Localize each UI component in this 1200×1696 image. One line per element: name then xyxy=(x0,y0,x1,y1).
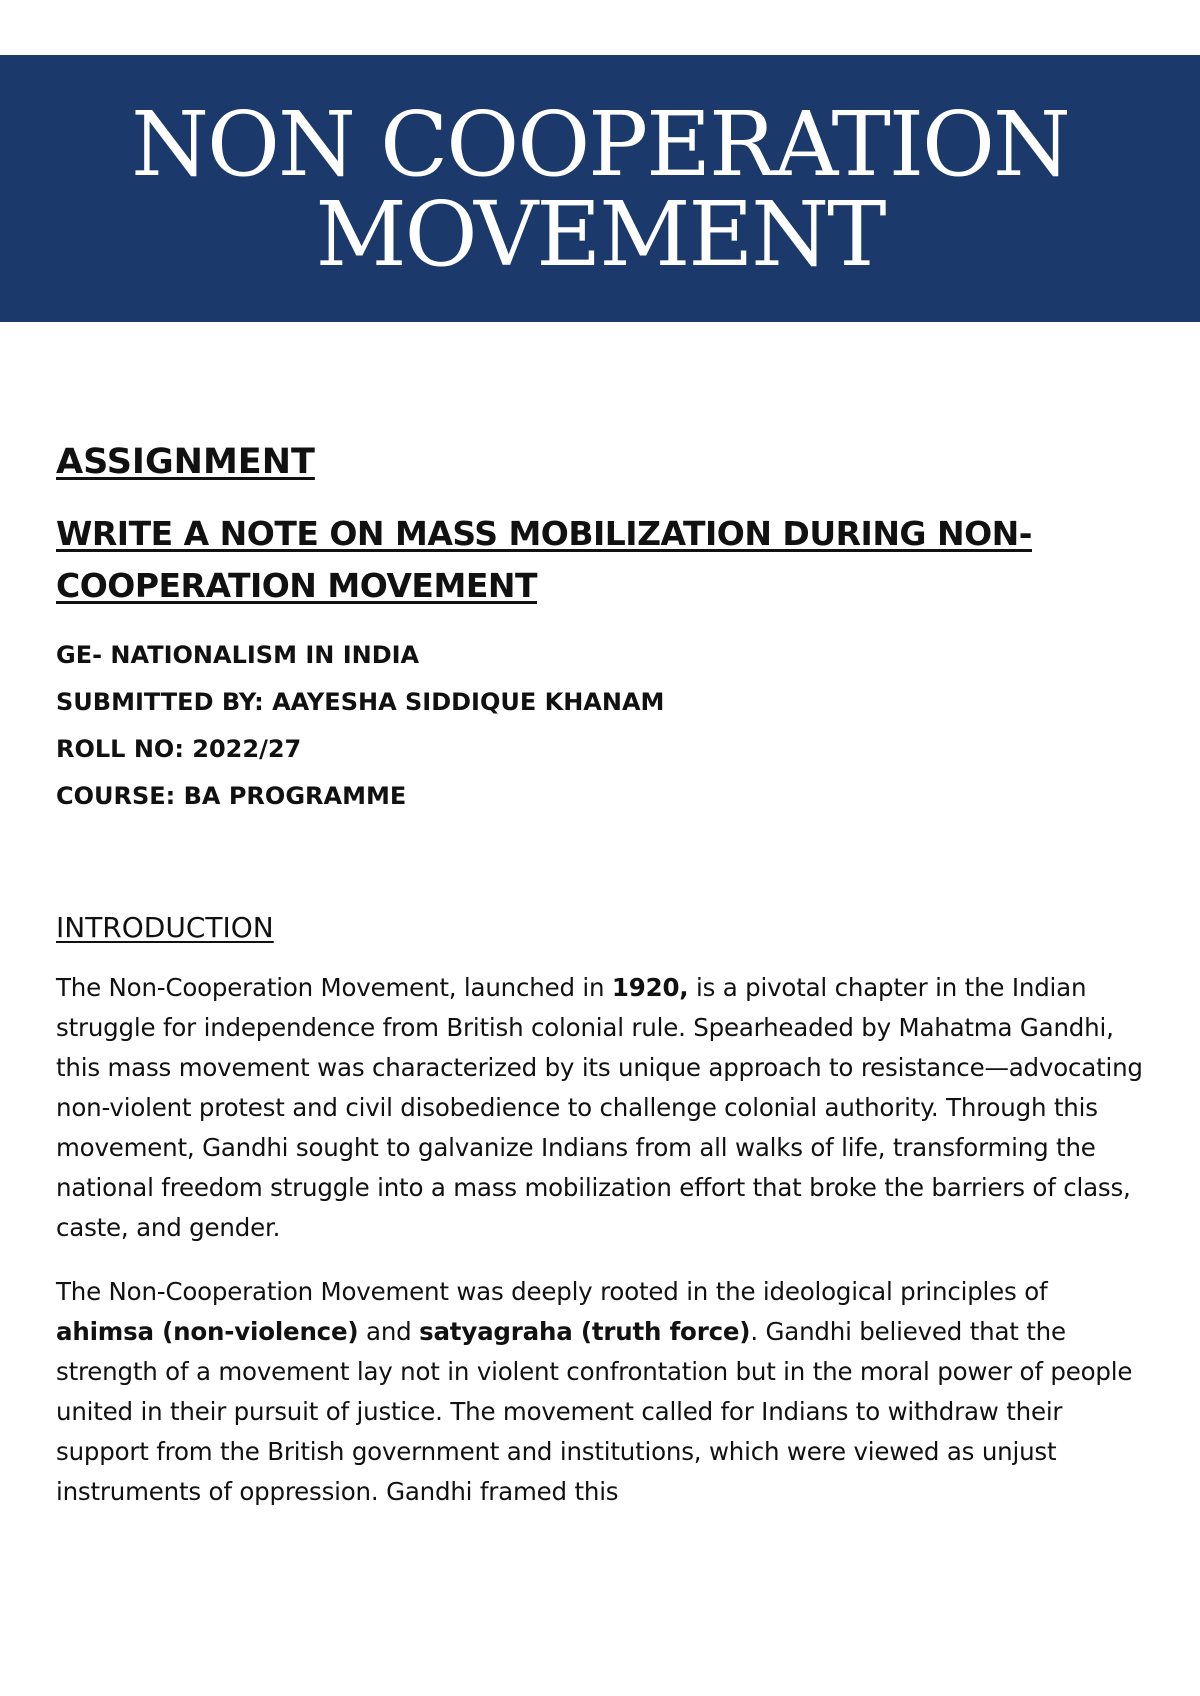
assignment-question: WRITE A NOTE ON MASS MOBILIZATION DURING NON-COOPERATION MOVEMENT xyxy=(56,514,1032,605)
p2-text-2: and xyxy=(358,1317,420,1346)
p2-text-1: The Non-Cooperation Movement was deeply rooted in the ideological principles of xyxy=(56,1277,1048,1306)
introduction-paragraph-1 xyxy=(56,968,1146,1248)
assignment-label: ASSIGNMENT xyxy=(56,442,315,482)
course-name: COURSE: BA PROGRAMME xyxy=(56,782,407,810)
submission-details xyxy=(56,632,1146,820)
paper-name: GE- NATIONALISM IN INDIA xyxy=(56,641,420,669)
title-line-2: MOVEMENT xyxy=(315,181,885,286)
introduction-paragraph-2 xyxy=(56,1272,1146,1512)
submitted-by: SUBMITTED BY: AAYESHA SIDDIQUE KHANAM xyxy=(56,688,665,716)
title-banner xyxy=(0,55,1200,322)
p1-year-bold: 1920, xyxy=(611,973,689,1002)
title-line-1: NON COOPERATION xyxy=(131,91,1069,196)
document-body xyxy=(56,442,1146,1512)
p2-satyagraha-bold: satyagraha (truth force) xyxy=(419,1317,751,1346)
p1-text-end: is a pivotal chapter in the Indian struggle for independence from British colonial rule. Spearheaded by Mahatma Gandhi, this mass movement was characterized by its unique approach to resistance—advocating non-violent protest and civil disobedience to challenge colonial authority. Through this movement, Gandhi sought to galvanize Indians from all walks of life, transforming the national freedom struggle into a mass mobilization effort that broke the barriers of class, caste, and gender. xyxy=(56,973,1143,1242)
p2-ahimsa-bold: ahimsa (non-violence) xyxy=(56,1317,359,1346)
roll-number: ROLL NO: 2022/27 xyxy=(56,735,302,763)
introduction-heading: INTRODUCTION xyxy=(56,911,274,944)
p2-text-3: . Gandhi believed that the strength of a movement lay not in violent confrontation but in the moral power of people united in their pursuit of justice. The movement called for Indians to withdraw their support from the British government and institutions, which were viewed as unjust instruments of oppression. Gandhi framed this xyxy=(56,1317,1133,1506)
p1-text-start: The Non-Cooperation Movement, launched in xyxy=(56,973,612,1002)
